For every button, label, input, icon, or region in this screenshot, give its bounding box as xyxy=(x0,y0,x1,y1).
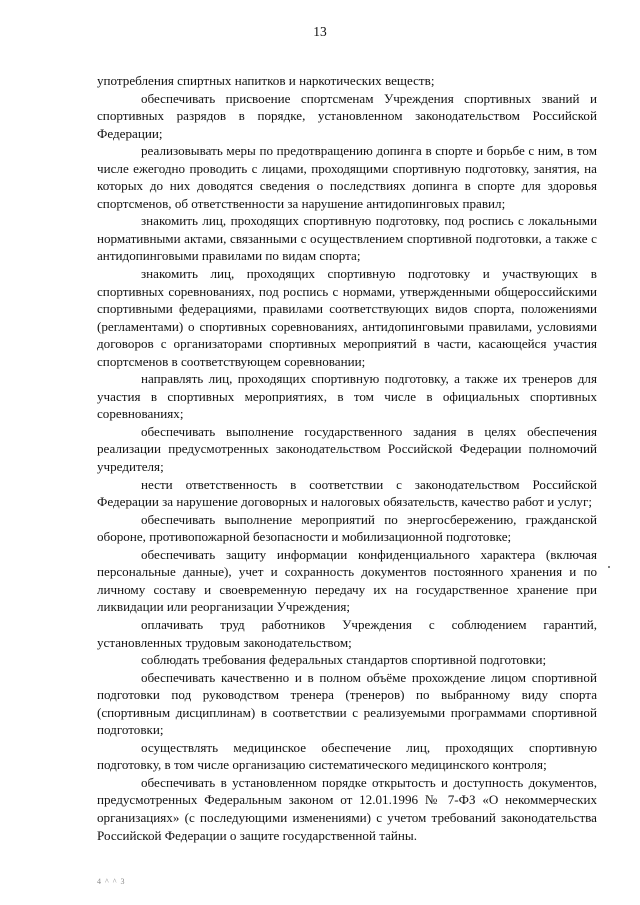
paragraph: осуществлять медицинское обеспечение лиц, проходящих спортивную подготовку, в том числе организацию систематического медицинского контроля; xyxy=(97,739,597,773)
paragraph: употребления спиртных напитков и наркотических веществ; xyxy=(97,73,435,88)
paragraph: оплачивать труд работников Учреждения с соблюдением гарантий, установленных трудовым законодательством; xyxy=(97,616,597,650)
paragraph: обеспечивать выполнение государственного задания в целях обеспечения реализации предусмотренных законодательством Российской Федерации полномочий учредителя; xyxy=(97,423,597,475)
document-body xyxy=(97,72,597,844)
paragraph: направлять лиц, проходящих спортивную подготовку, а также их тренеров для участия в спортивных мероприятиях, в том числе в официальных спортивных соревнованиях; xyxy=(97,371,597,422)
paragraph: реализовывать меры по предотвращению допинга в спорте и борьбе с ним, в том числе ежегодно проводить с лицами, проходящими спортивную подготовку, занятия, на которых до них доводятся сведения о последствиях допинга в спорте для здоровья спортсменов, об ответственности за нарушение антидопинговых правил; xyxy=(97,143,597,211)
paragraph: нести ответственность в соответствии с законодательством Российской Федерации за нарушение договорных и налоговых обязательств, качество работ и услуг; xyxy=(97,476,597,510)
page-number: 13 xyxy=(313,24,327,39)
scan-speck xyxy=(608,566,610,568)
paragraph: обеспечивать в установленном порядке открытость и доступность документов, предусмотренных Федеральным законом от 12.01.1996 № 7-ФЗ «О некоммерческих организациях» (с последующими изменениями) с учетом требований законодательства Российской Федерации о защите государственной тайны. xyxy=(97,774,597,843)
footer-mark: 4 ^ ^ 3 xyxy=(97,877,126,886)
paragraph: обеспечивать качественно и в полном объёме прохождение лицом спортивной подготовки под руководством тренера (тренеров) по выбранному виду спорта (спортивным дисциплинам) в соответствии с реализуемыми программами спортивной подготовки; xyxy=(97,669,597,738)
paragraph: знакомить лиц, проходящих спортивную подготовку, под роспись с локальными нормативными актами, связанными с осуществлением спортивной подготовки, а также с антидопинговыми правилами по видам спорта; xyxy=(97,213,597,264)
paragraph: обеспечивать защиту информации конфиденциального характера (включая персональные данные), учет и сохранность документов постоянного хранения и по личному составу и своевременную передачу их на государственное хранение при ликвидации или реорганизации Учреждения; xyxy=(97,546,597,615)
paragraph: соблюдать требования федеральных стандартов спортивной подготовки; xyxy=(141,652,547,668)
paragraph: обеспечивать выполнение мероприятий по энергосбережению, гражданской обороне, противопожарной безопасности и мобилизационной подготовке; xyxy=(97,511,597,545)
paragraph: обеспечивать присвоение спортсменам Учреждения спортивных званий и спортивных разрядов в порядке, установленном законодательством Российской Федерации; xyxy=(97,90,597,141)
paragraph: знакомить лиц, проходящих спортивную подготовку и участвующих в спортивных соревнованиях, под роспись с нормами, утвержденными общероссийскими спортивными федерациями, правилами соответствующих видов спорта, положениями (регламентами) о спортивных соревнованиях, антидопинговыми правилами, условиями договоров с организаторами спортивных мероприятий в части, касающейся участия спортсменов в соответствующем соревновании; xyxy=(97,266,597,369)
